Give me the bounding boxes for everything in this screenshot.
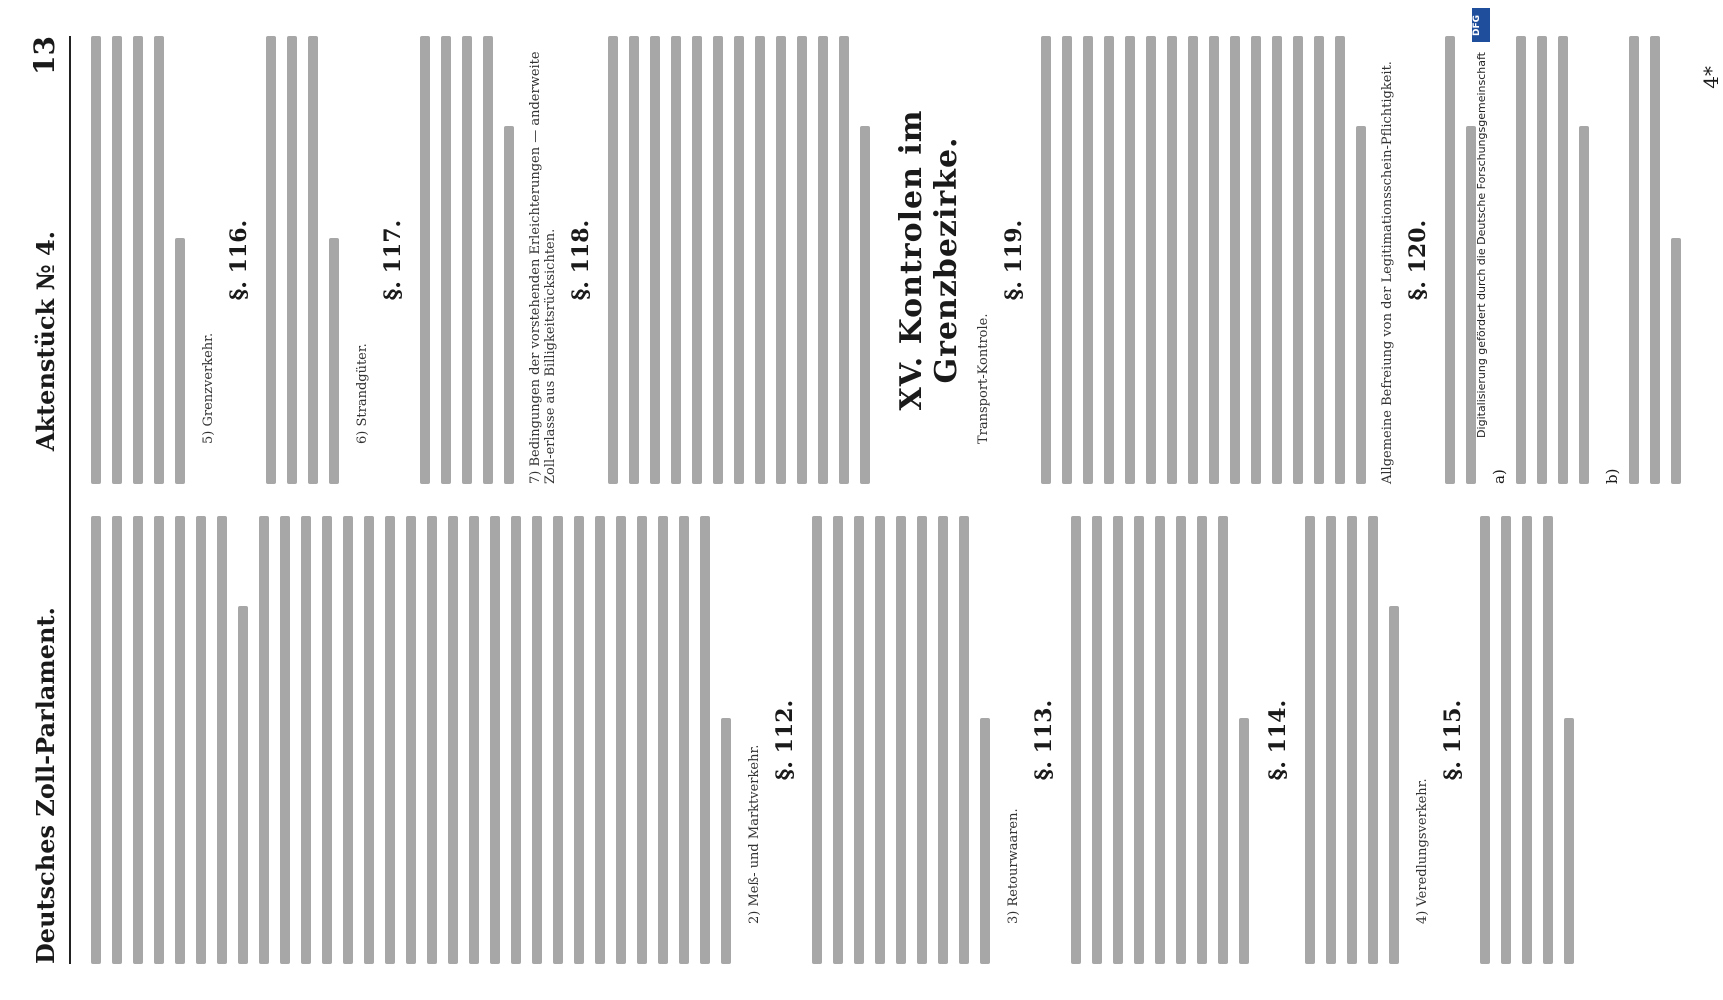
paragraph-116: §. 116. — [226, 219, 252, 301]
credit-text: Digitalisierung gefördert durch die Deutsche Forschungsgemeinschaft — [1474, 52, 1488, 438]
text-block — [91, 36, 185, 484]
dfg-logo: DFG — [1472, 8, 1490, 42]
subheading-grenzverkehr: 5) Grenzverkehr. — [201, 332, 216, 444]
signature-mark: 4* — [1699, 66, 1723, 89]
list-item-b: b) — [1603, 468, 1621, 484]
page-number: 13 — [28, 36, 61, 75]
list-item-a: a) — [1490, 469, 1508, 484]
subheading-bedingungen: 7) Bedingungen der vorstehenden Erleichterungen — anderweite Zoll-erlasse aus Billigkeitsrücksichten. — [528, 51, 558, 484]
text-block — [1071, 516, 1249, 964]
paragraph-119: §. 119. — [1001, 219, 1027, 301]
paragraph-117: §. 117. — [380, 219, 406, 301]
page-header — [28, 36, 71, 964]
subheading-veredlung: 4) Veredlungsverkehr. — [1415, 778, 1430, 924]
text-block — [1629, 36, 1681, 484]
text-block — [1305, 516, 1399, 964]
text-block — [91, 516, 731, 964]
subheading-strandgueter: 6) Strandgüter. — [355, 343, 370, 444]
subheading-transport: Transport-Kontrole. — [976, 313, 991, 444]
text-block — [266, 36, 339, 484]
paragraph-114: §. 114. — [1265, 699, 1291, 781]
subheading-retourwaaren: 3) Retourwaaren. — [1006, 808, 1021, 924]
header-left: Deutsches Zoll-Parlament. — [31, 607, 60, 964]
left-column — [85, 516, 1466, 964]
text-block — [420, 36, 514, 484]
paragraph-118: §. 118. — [568, 219, 594, 301]
section-title: XV. Kontrolen im Grenzbezirke. — [894, 109, 964, 411]
paragraph-112: §. 112. — [772, 699, 798, 781]
paragraph-113: §. 113. — [1031, 699, 1057, 781]
subheading-befreiung: Allgemeine Befreiung von der Legitimationsschein-Pflichtigkeit. — [1380, 61, 1395, 484]
text-block — [1041, 36, 1366, 484]
header-middle: Aktenstück № 4. — [31, 230, 60, 452]
text-block — [1516, 36, 1589, 484]
text-block — [812, 516, 990, 964]
paragraph-115: §. 115. — [1440, 699, 1466, 781]
credit-strip — [1468, 0, 1494, 1000]
text-block — [1480, 516, 1574, 964]
subheading-messen: 2) Meß- und Marktverkehr. — [747, 744, 762, 924]
paragraph-120: §. 120. — [1405, 219, 1431, 301]
text-block — [608, 36, 870, 484]
